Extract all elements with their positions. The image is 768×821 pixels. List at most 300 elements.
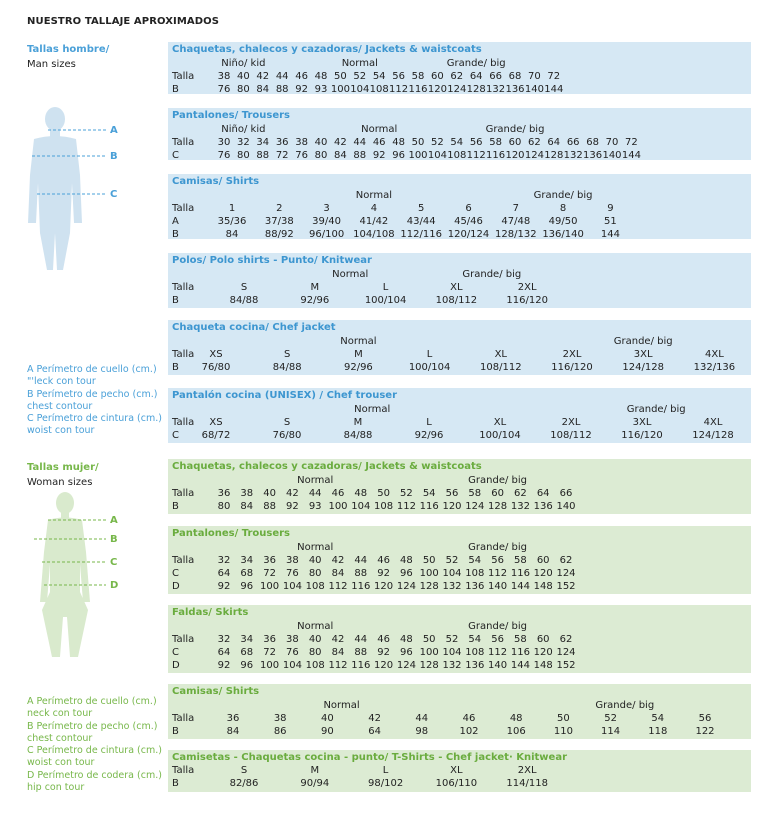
table-cell: 44 xyxy=(354,555,368,566)
table-cell: 40 xyxy=(308,555,322,566)
table-cell: 8 xyxy=(559,203,567,214)
table-cell: 46 xyxy=(372,137,386,148)
table-cell: 112 xyxy=(389,84,409,95)
table-cell: 54 xyxy=(422,488,436,499)
table-cell: 42 xyxy=(331,634,345,645)
table-cell: 64 xyxy=(547,137,561,148)
table-cell: 47/48 xyxy=(501,216,531,227)
size-group-label: Normal xyxy=(355,190,392,201)
table-cell: 64 xyxy=(368,726,381,737)
table-cell: 76 xyxy=(286,647,299,658)
table-cell: 54 xyxy=(468,634,482,645)
table-cell: 64 xyxy=(217,568,231,579)
legend-line: neck con tour xyxy=(27,708,93,720)
size-table xyxy=(168,684,751,739)
table-cell: 50 xyxy=(334,71,347,82)
legend-line: A Perímetro de cuello (cm.) xyxy=(27,364,157,375)
table-cell: 36 xyxy=(263,555,276,566)
table-cell: 62 xyxy=(528,137,541,148)
table-cell: 48 xyxy=(509,713,523,724)
size-table-title: Chaquetas, chalecos y cazadoras/ Jackets & waistcoats xyxy=(172,44,482,55)
row-label: Talla xyxy=(172,634,195,645)
table-cell: 120 xyxy=(374,660,394,671)
table-cell: 136 xyxy=(465,581,485,592)
table-cell: 104 xyxy=(427,150,447,161)
table-cell: 54 xyxy=(651,713,665,724)
table-cell: 62 xyxy=(559,634,573,645)
women-heading: Tallas mujer/ xyxy=(27,462,99,473)
row-label: Talla xyxy=(172,765,195,776)
table-cell: 108 xyxy=(374,501,394,512)
table-cell: 90 xyxy=(321,726,334,737)
size-group-label: Grande/ big xyxy=(462,269,522,280)
marker-a-label: A xyxy=(110,515,118,526)
men-sizes-heading xyxy=(27,42,109,72)
marker-c-label: C xyxy=(110,189,118,200)
table-cell: 40 xyxy=(237,71,250,82)
table-cell: 88 xyxy=(353,150,367,161)
size-table xyxy=(168,605,751,673)
table-cell: 64 xyxy=(217,647,231,658)
table-cell: 124/128 xyxy=(692,430,734,441)
table-cell: 80 xyxy=(237,84,250,95)
table-cell: 76 xyxy=(217,84,231,95)
table-cell: 120 xyxy=(427,84,447,95)
table-cell: S xyxy=(283,417,291,428)
table-cell: 54 xyxy=(372,71,386,82)
table-cell: 104 xyxy=(351,501,371,512)
size-group-label: Normal xyxy=(323,700,360,711)
table-cell: XS xyxy=(209,349,223,360)
table-cell: 40 xyxy=(321,713,334,724)
table-cell: 42 xyxy=(368,713,381,724)
table-cell: 128 xyxy=(466,84,486,95)
size-group-label: Normal xyxy=(332,269,369,280)
row-label: Talla xyxy=(172,71,195,82)
size-table-title: Pantalones/ Trousers xyxy=(172,528,291,539)
table-cell: 49/50 xyxy=(548,216,578,227)
table-cell: 52 xyxy=(400,488,413,499)
table-cell: 50 xyxy=(377,488,390,499)
table-cell: 84 xyxy=(331,568,345,579)
table-cell: 60 xyxy=(536,634,550,645)
table-cell: 140 xyxy=(488,581,508,592)
table-cell: 140 xyxy=(556,501,576,512)
size-table xyxy=(168,388,751,443)
table-cell: 46 xyxy=(377,555,390,566)
table-cell: 128 xyxy=(544,150,564,161)
table-cell: 2XL xyxy=(517,282,537,293)
size-table-title: Faldas/ Skirts xyxy=(172,607,249,618)
table-cell: 72 xyxy=(263,647,276,658)
size-group-label: Grande/ big xyxy=(613,336,673,347)
size-table-title: Pantalón cocina (UNISEX) / Chef trouser xyxy=(172,390,398,401)
row-label: Talla xyxy=(172,137,195,148)
table-cell: 34 xyxy=(240,634,254,645)
table-cell: 88 xyxy=(354,647,368,658)
table-cell: 132 xyxy=(563,150,583,161)
table-cell: 3 xyxy=(323,203,330,214)
table-cell: 36 xyxy=(226,713,240,724)
table-cell: 132 xyxy=(442,581,462,592)
table-cell: 96 xyxy=(400,647,413,658)
table-cell: 132 xyxy=(442,660,462,671)
table-cell: 88 xyxy=(263,501,276,512)
table-cell: 80 xyxy=(314,150,328,161)
table-cell: 38 xyxy=(217,71,231,82)
table-cell: 124 xyxy=(556,647,576,658)
table-cell: 44 xyxy=(415,713,429,724)
table-cell: 96/100 xyxy=(309,229,345,240)
table-cell: 136 xyxy=(465,660,485,671)
table-cell: 84/88 xyxy=(272,362,302,373)
table-cell: 116 xyxy=(510,647,530,658)
table-cell: 32 xyxy=(217,634,231,645)
table-cell: 56 xyxy=(392,71,405,82)
size-table-title: Camisas/ Shirts xyxy=(172,176,260,187)
size-group-label: Normal xyxy=(297,621,334,632)
table-cell: 68 xyxy=(240,568,254,579)
marker-c-label: C xyxy=(110,557,118,568)
table-cell: 80 xyxy=(308,568,322,579)
table-cell: 72 xyxy=(263,568,276,579)
table-cell: 128 xyxy=(488,501,508,512)
row-label: B xyxy=(172,84,179,95)
table-cell: 136/140 xyxy=(542,229,584,240)
table-cell: 128 xyxy=(419,660,439,671)
table-cell: 51 xyxy=(604,216,617,227)
table-cell: 38 xyxy=(240,488,254,499)
table-cell: 34 xyxy=(256,137,270,148)
table-cell: 60 xyxy=(536,555,550,566)
table-cell: 48 xyxy=(400,634,413,645)
table-cell: 112 xyxy=(466,150,486,161)
table-cell: 124 xyxy=(524,150,544,161)
legend-line: C Perímetro de cintura (cm.) xyxy=(27,745,162,757)
table-cell: 86 xyxy=(273,726,287,737)
table-cell: 104/108 xyxy=(353,229,395,240)
table-cell: S xyxy=(284,349,291,360)
table-cell: 100 xyxy=(419,647,439,658)
size-group-label: Grande/ big xyxy=(533,190,593,201)
table-cell: 112 xyxy=(328,660,348,671)
table-cell: 70 xyxy=(528,71,541,82)
table-cell: 62 xyxy=(450,71,464,82)
table-cell: 42 xyxy=(331,555,345,566)
table-cell: 52 xyxy=(604,713,617,724)
row-label: Talla xyxy=(172,349,195,360)
table-cell: 80 xyxy=(308,647,322,658)
table-cell: M xyxy=(354,349,363,360)
table-cell: 120 xyxy=(505,150,525,161)
table-cell: XL xyxy=(494,349,508,360)
table-cell: 48 xyxy=(314,71,328,82)
table-cell: S xyxy=(240,282,248,293)
table-cell: 100 xyxy=(260,581,280,592)
table-cell: 2XL xyxy=(517,765,537,776)
table-cell: 92/96 xyxy=(343,362,373,373)
table-cell: 144 xyxy=(600,229,620,240)
table-cell: 92 xyxy=(372,150,386,161)
legend-line: B Perímetro de pecho (cm.) xyxy=(27,388,158,400)
size-group-label: Normal xyxy=(361,124,398,135)
women-sizes-heading xyxy=(27,460,99,490)
table-cell: 120 xyxy=(533,647,553,658)
table-cell: 4 xyxy=(370,203,378,214)
table-cell: 136 xyxy=(583,150,603,161)
table-cell: 60 xyxy=(431,71,444,82)
legend-line: chest contour xyxy=(27,400,93,412)
men-heading: Tallas hombre/ xyxy=(27,44,110,55)
row-label: Talla xyxy=(172,713,195,724)
size-table-title: Camisas/ Shirts xyxy=(172,686,260,697)
table-cell: 84 xyxy=(240,501,254,512)
table-cell: 76 xyxy=(217,150,231,161)
table-cell: 32 xyxy=(217,555,231,566)
row-label: B xyxy=(172,501,179,512)
table-cell: 90/94 xyxy=(300,778,330,789)
table-cell: 106/110 xyxy=(435,778,478,789)
table-cell: 93 xyxy=(308,501,322,512)
table-cell: 116 xyxy=(408,84,428,95)
table-cell: 104 xyxy=(442,647,462,658)
table-cell: 96 xyxy=(392,150,405,161)
table-cell: 120/124 xyxy=(447,229,490,240)
size-group-label: Grande/ big xyxy=(485,124,545,135)
table-cell: 76/80 xyxy=(272,430,302,441)
table-cell: XL xyxy=(493,417,507,428)
table-cell: 2XL xyxy=(562,349,582,360)
table-cell: S xyxy=(240,765,248,776)
table-cell: M xyxy=(353,417,363,428)
table-cell: 116/120 xyxy=(551,362,593,373)
table-cell: 50 xyxy=(557,713,570,724)
table-cell: 72 xyxy=(275,150,289,161)
table-cell: 64 xyxy=(536,488,550,499)
table-cell: 93 xyxy=(314,84,328,95)
table-cell: 128 xyxy=(419,581,439,592)
table-cell: 144 xyxy=(621,150,641,161)
table-cell: 96 xyxy=(400,568,413,579)
size-table xyxy=(168,459,751,514)
size-group-label: Normal xyxy=(341,58,378,69)
table-cell: 56 xyxy=(491,555,504,566)
table-cell: 98 xyxy=(415,726,429,737)
table-cell: 124 xyxy=(396,581,416,592)
table-cell: 50 xyxy=(422,634,436,645)
table-cell: 62 xyxy=(514,488,527,499)
size-table xyxy=(168,320,751,375)
table-cell: 132 xyxy=(510,501,530,512)
table-cell: 144 xyxy=(510,581,530,592)
table-cell: 4XL xyxy=(704,349,724,360)
table-cell: 100 xyxy=(330,84,350,95)
table-cell: 80 xyxy=(217,501,231,512)
table-cell: 80 xyxy=(237,150,250,161)
row-label: D xyxy=(172,660,180,671)
table-cell: 50 xyxy=(411,137,425,148)
size-group-label: Grande/ big xyxy=(468,542,528,553)
table-cell: 132/136 xyxy=(693,362,736,373)
table-cell: 36 xyxy=(275,137,289,148)
table-cell: 1 xyxy=(228,203,236,214)
table-cell: 32 xyxy=(237,137,250,148)
table-cell: 72 xyxy=(625,137,638,148)
table-cell: 122 xyxy=(695,726,715,737)
row-label: C xyxy=(172,430,179,441)
table-cell: 128/132 xyxy=(495,229,537,240)
table-cell: 106 xyxy=(506,726,526,737)
women-subheading: Woman sizes xyxy=(27,477,93,488)
table-cell: 52 xyxy=(431,137,444,148)
table-cell: 36 xyxy=(263,634,276,645)
size-group-label: Grande/ big xyxy=(446,58,506,69)
legend-line: chest contour xyxy=(27,732,93,744)
table-cell: 116 xyxy=(351,660,371,671)
legend-line: woist con tour xyxy=(27,757,95,769)
table-cell: 48 xyxy=(400,555,413,566)
table-cell: 108 xyxy=(305,660,325,671)
row-label: Talla xyxy=(172,488,195,499)
table-cell: 56 xyxy=(698,713,712,724)
table-cell: 40 xyxy=(314,137,328,148)
size-table xyxy=(168,108,751,160)
row-label: B xyxy=(172,295,179,306)
table-cell: 112/116 xyxy=(400,229,442,240)
table-cell: L xyxy=(382,282,389,293)
size-group-label: Normal xyxy=(297,542,334,553)
table-cell: 152 xyxy=(556,660,576,671)
female-silhouette-figure xyxy=(20,492,160,662)
table-cell: 39/40 xyxy=(312,216,342,227)
table-cell: 112 xyxy=(396,501,416,512)
size-group-label: Grande/ big xyxy=(595,700,655,711)
legend-line: D Perímetro de codera (cm.) xyxy=(27,769,162,781)
table-cell: 104 xyxy=(282,581,302,592)
table-cell: XL xyxy=(450,282,463,293)
table-cell: 58 xyxy=(514,555,527,566)
table-cell: 43/44 xyxy=(406,216,436,227)
size-group-label: Normal xyxy=(354,404,391,415)
table-cell: 42 xyxy=(256,71,270,82)
table-cell: 140 xyxy=(524,84,544,95)
table-cell: M xyxy=(310,765,320,776)
table-cell: 64 xyxy=(469,71,483,82)
table-cell: 84 xyxy=(226,726,240,737)
table-cell: 5 xyxy=(418,203,425,214)
legend-line: B Perímetro de pecho (cm.) xyxy=(27,720,158,732)
table-cell: 72 xyxy=(547,71,561,82)
table-cell: 2 xyxy=(276,203,283,214)
table-cell: 48 xyxy=(354,488,368,499)
table-cell: M xyxy=(310,282,320,293)
table-cell: 112 xyxy=(488,647,508,658)
table-cell: 50 xyxy=(422,555,436,566)
table-cell: 120 xyxy=(374,581,394,592)
row-label: D xyxy=(172,581,180,592)
table-cell: 58 xyxy=(468,488,482,499)
size-group-label: Grande/ big xyxy=(626,404,686,415)
row-label: C xyxy=(172,568,179,579)
table-cell: 108/112 xyxy=(480,362,522,373)
table-cell: 92/96 xyxy=(414,430,444,441)
marker-a-label: A xyxy=(110,125,118,136)
size-group-label: Normal xyxy=(297,475,334,486)
table-cell: 52 xyxy=(445,634,459,645)
table-cell: 38 xyxy=(273,713,287,724)
table-cell: 92 xyxy=(217,660,231,671)
table-cell: 120 xyxy=(442,501,462,512)
table-cell: 124 xyxy=(447,84,467,95)
table-cell: 40 xyxy=(263,488,276,499)
table-cell: 54 xyxy=(450,137,464,148)
table-cell: 144 xyxy=(510,660,530,671)
table-cell: 30 xyxy=(217,137,231,148)
row-label: Talla xyxy=(172,555,195,566)
table-cell: 116 xyxy=(486,150,506,161)
table-cell: 108 xyxy=(305,581,325,592)
table-cell: 46 xyxy=(331,488,345,499)
size-group-label: Grande/ big xyxy=(468,475,528,486)
marker-b-label: B xyxy=(110,151,118,162)
table-cell: 82/86 xyxy=(229,778,259,789)
marker-d-label: D xyxy=(110,580,119,591)
table-cell: 112 xyxy=(328,581,348,592)
table-cell: 108/112 xyxy=(550,430,592,441)
table-cell: 68/72 xyxy=(201,430,231,441)
table-cell: 62 xyxy=(559,555,573,566)
men-subheading: Man sizes xyxy=(27,59,76,70)
table-cell: 108 xyxy=(465,568,485,579)
table-cell: 88 xyxy=(256,150,270,161)
table-cell: 68 xyxy=(508,71,522,82)
table-cell: 124/128 xyxy=(622,362,664,373)
page-title: NUESTRO TALLAJE APROXIMADOS xyxy=(27,16,220,27)
table-cell: 114/118 xyxy=(506,778,548,789)
table-cell: 38 xyxy=(286,634,299,645)
table-cell: 140 xyxy=(602,150,622,161)
table-cell: 42 xyxy=(286,488,299,499)
table-cell: 116 xyxy=(351,581,371,592)
table-cell: 40 xyxy=(308,634,322,645)
size-table xyxy=(168,174,751,239)
table-cell: 112 xyxy=(488,568,508,579)
table-cell: 104 xyxy=(282,660,302,671)
table-cell: 108 xyxy=(447,150,467,161)
table-cell: 84/88 xyxy=(229,295,259,306)
legend-line: C Perímetro de cintura (cm.) xyxy=(27,413,162,425)
table-cell: 3XL xyxy=(633,349,653,360)
table-cell: 92 xyxy=(295,84,308,95)
table-cell: 2XL xyxy=(561,417,581,428)
table-cell: 108 xyxy=(465,647,485,658)
table-cell: 100 xyxy=(408,150,428,161)
table-cell: 42 xyxy=(334,137,347,148)
row-label: B xyxy=(172,229,179,240)
table-cell: 66 xyxy=(489,71,502,82)
table-cell: 7 xyxy=(512,203,519,214)
table-cell: 100/104 xyxy=(479,430,521,441)
table-cell: 152 xyxy=(556,581,576,592)
table-cell: L xyxy=(382,765,389,776)
table-cell: 120 xyxy=(533,568,553,579)
size-table xyxy=(168,526,751,594)
table-cell: 44 xyxy=(308,488,322,499)
table-cell: 4XL xyxy=(703,417,723,428)
table-cell: 88 xyxy=(275,84,289,95)
table-cell: 76 xyxy=(286,568,299,579)
table-cell: 132 xyxy=(486,84,506,95)
